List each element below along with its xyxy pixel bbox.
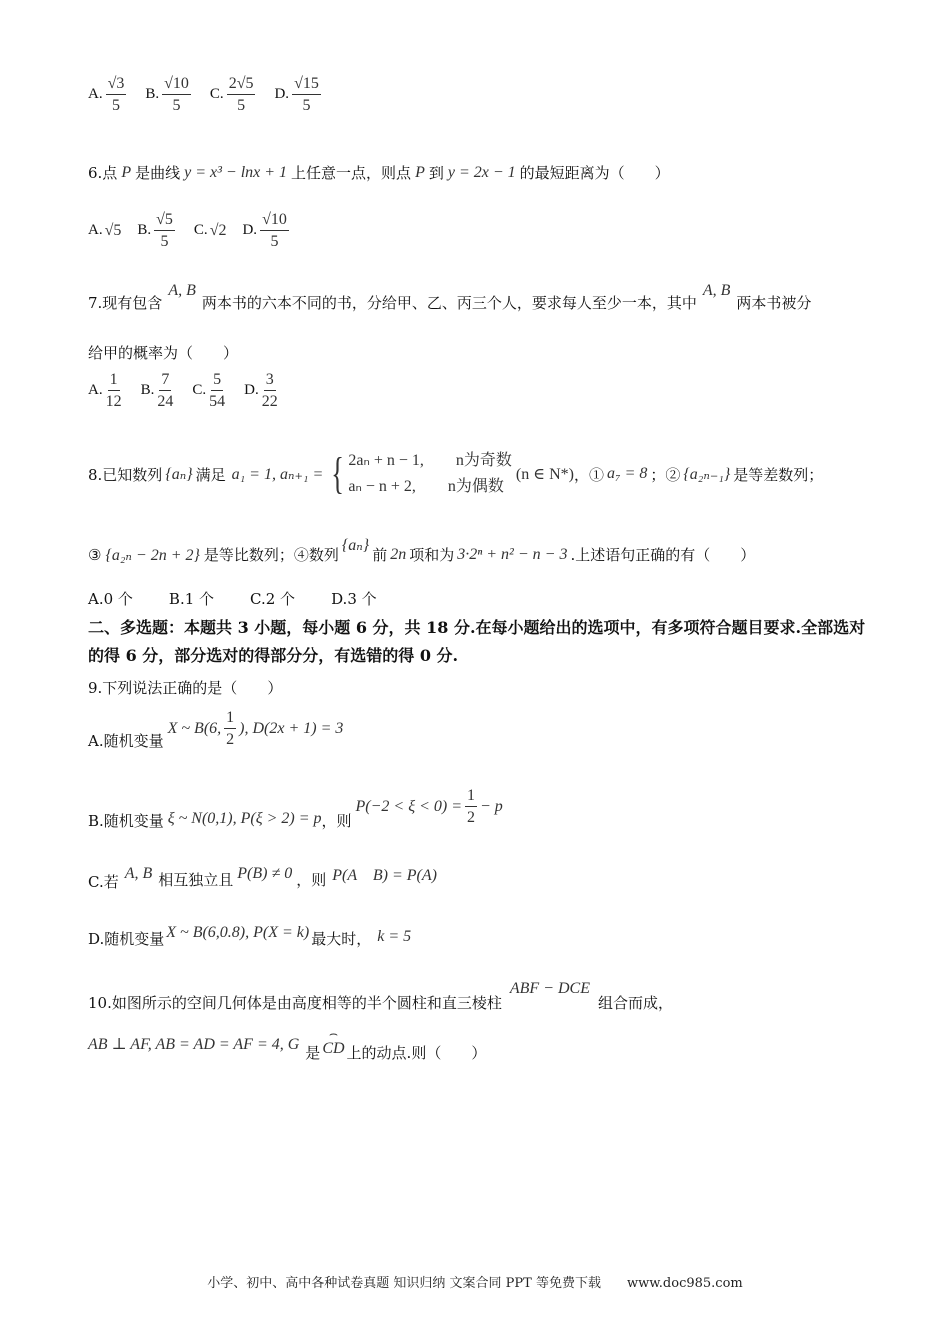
q8-option-a: A.0 个 — [88, 590, 133, 608]
q8-option-c: C.2 个 — [250, 590, 296, 608]
denominator: 5 — [111, 97, 120, 114]
q8-stem — [88, 448, 823, 500]
option-label: D.随机变量 — [88, 930, 165, 948]
fraction — [106, 370, 122, 411]
s4-n-expr: 2n — [390, 545, 407, 563]
option-label: A. — [88, 86, 103, 102]
q8-text: ；② — [650, 465, 681, 484]
denominator: 5 — [172, 97, 181, 114]
arc-expr: CD — [322, 1040, 345, 1057]
fraction — [154, 210, 175, 251]
denominator: 5 — [302, 97, 311, 114]
option-label: A.随机变量 — [88, 732, 164, 750]
q7-options — [88, 370, 297, 411]
arc-cd — [322, 1027, 345, 1058]
option-label: C.若 — [88, 873, 119, 891]
denominator: 5 — [160, 233, 169, 250]
q7-text: 两本书被分 — [736, 294, 812, 312]
brace-icon: { — [331, 449, 345, 498]
q7-option-d — [244, 370, 281, 411]
denominator: 54 — [209, 393, 226, 410]
denominator: 22 — [261, 393, 278, 410]
piecewise — [327, 448, 512, 500]
c-expr: P(A B) = P(A) — [332, 867, 437, 884]
curve-expr: y = x³ − lnx + 1 — [184, 163, 288, 181]
q6-option-a — [88, 222, 121, 240]
numerator: 1 — [224, 708, 236, 729]
option-label: B. — [137, 222, 152, 238]
page-footer: 小学、初中、高中各种试卷真题 知识归纳 文案合同 PPT 等免费下载 www.doc985.com — [207, 1276, 743, 1291]
numerator: √15 — [292, 74, 321, 95]
fraction — [157, 370, 173, 411]
q5-options — [88, 74, 340, 115]
numerator: 2√5 — [227, 74, 256, 95]
q8-options — [88, 588, 377, 609]
q8-option-d: D.3 个 — [331, 590, 377, 608]
q8-option-b: B.1 个 — [168, 590, 215, 608]
numerator: 1 — [108, 370, 120, 391]
s4-seq-expr: {aₙ} — [341, 536, 370, 554]
piecewise-rows — [348, 448, 512, 500]
b-expr: ξ ~ N(0,1), P(ξ > 2) = p — [167, 809, 322, 827]
denominator: 2 — [467, 809, 475, 826]
q7-prefix: 7.现有包含 — [88, 294, 163, 312]
cond-expr: a₁ = 1, aₙ₊₁ = — [231, 466, 324, 483]
q8-text: 是等差数列； — [733, 465, 824, 484]
q6-text: 到 — [428, 164, 444, 182]
q5-option-c — [210, 74, 259, 115]
q6-text: 上任意一点，则点 — [291, 164, 412, 182]
c-expr: P(B) ≠ 0 — [237, 864, 293, 882]
q7-stem — [88, 281, 812, 313]
denominator: 24 — [157, 393, 174, 410]
q10-text: 组合而成， — [597, 994, 673, 1012]
q9-option-c — [88, 862, 437, 891]
q5-option-d — [274, 74, 323, 115]
numerator: 3 — [264, 370, 276, 391]
q5-option-a — [88, 74, 129, 115]
q9-text: 最大时， — [311, 930, 372, 948]
numerator: √10 — [162, 74, 191, 95]
a-expr: ), D(2x + 1) = 3 — [239, 719, 344, 737]
q6-text: 的最短距离为（ ） — [519, 164, 670, 182]
q6-stem — [88, 162, 670, 183]
c-expr: A, B — [124, 864, 153, 882]
s4-sum-expr: 3·2ⁿ + n² − n − 3 — [457, 545, 568, 563]
cond-expr: AB ⊥ AF, AB = AD = AF = 4, G — [88, 1036, 300, 1053]
q10-text: 10.如图所示的空间几何体是由高度相等的半个圆柱和直三棱柱 — [88, 994, 502, 1012]
q8-text: ，① — [573, 465, 604, 484]
option-label: B.随机变量 — [88, 812, 164, 830]
q8-text: ③ — [88, 545, 102, 564]
case-even: aₙ − n + 2, n为偶数 — [348, 478, 504, 495]
q6-prefix: 6.点 — [88, 164, 118, 182]
option-label: C. — [192, 382, 207, 398]
var-p: P — [121, 163, 132, 181]
q7-text: 给甲的概率为（ ） — [88, 344, 239, 362]
d-expr: k = 5 — [377, 927, 412, 945]
numerator: √10 — [260, 210, 289, 231]
fraction — [292, 74, 321, 115]
q8-prefix: 8.已知数列 — [88, 465, 163, 484]
option-label: B. — [145, 86, 160, 102]
option-label: D. — [274, 86, 290, 102]
option-value: √2 — [209, 221, 227, 239]
fraction — [209, 370, 225, 411]
numerator: 5 — [211, 370, 223, 391]
option-label: C. — [209, 86, 224, 102]
q9-text: 相互独立且 — [158, 871, 234, 889]
denominator: 5 — [237, 97, 246, 114]
option-label: D. — [242, 222, 258, 238]
fraction — [227, 74, 256, 115]
a-expr: X ~ B(6, — [167, 719, 222, 737]
q6-option-d — [242, 210, 291, 251]
b-expr: − p — [480, 797, 503, 815]
q8-text: 满足 — [195, 465, 226, 484]
domain-expr: (n ∈ N*) — [515, 466, 574, 483]
ab-expr: A, B — [168, 281, 196, 299]
numerator: 7 — [159, 370, 171, 391]
q10-line2 — [88, 1027, 487, 1062]
numerator: √3 — [106, 74, 127, 95]
section-heading: 二、多选题：本题共 3 小题，每小题 6 分，共 18 分.在每小题给出的选项中，有多项符合题目要求.全部选对的得 6 分，部分选对的得部分分，有选错的得 0 分. — [88, 618, 866, 665]
q8-text: 项和为 — [409, 546, 455, 564]
q9-text: ，则 — [321, 812, 352, 830]
q6-option-c — [194, 222, 227, 240]
q9-text: ，则 — [296, 871, 327, 889]
fraction — [106, 74, 127, 115]
q8-text: 前 — [372, 546, 388, 564]
q9-stem — [88, 677, 282, 698]
option-label: B. — [140, 382, 155, 398]
q5-option-b — [145, 74, 194, 115]
option-value: √5 — [104, 221, 122, 239]
d-expr: X ~ B(6,0.8), P(X = k) — [166, 923, 310, 941]
q7-option-a — [88, 370, 125, 411]
seq-expr: {aₙ} — [165, 466, 193, 483]
arc-mark: ⌢ — [328, 1027, 339, 1042]
line-expr: y = 2x − 1 — [447, 163, 516, 181]
q8-text: .上述语句正确的有（ ） — [570, 546, 756, 564]
q10-text: 上的动点.则（ ） — [346, 1043, 487, 1062]
q7-text: 两本书的六本不同的书，分给甲、乙、丙三个人，要求每人至少一本，其中 — [201, 294, 697, 312]
option-label: D. — [244, 382, 259, 398]
option-label: C. — [193, 222, 208, 238]
fraction — [262, 370, 278, 411]
denominator: 12 — [105, 393, 122, 410]
fraction — [260, 210, 289, 251]
q9-text: 9.下列说法正确的是（ ） — [88, 679, 283, 697]
q9-option-a — [88, 708, 343, 749]
ab-expr: A, B — [702, 281, 731, 299]
fraction — [465, 786, 477, 827]
q9-option-b — [88, 786, 503, 830]
s2-expr: {a₂ₙ₋₁} — [683, 466, 731, 483]
numerator: 1 — [465, 786, 477, 807]
q8-text: 是等比数列；④数列 — [203, 546, 339, 564]
numerator: √5 — [154, 210, 175, 231]
case-odd: 2aₙ + n − 1, n为奇数 — [348, 452, 512, 469]
denominator: 5 — [270, 233, 279, 250]
q6-options — [88, 210, 308, 251]
fraction — [224, 708, 236, 749]
q6-text: 是曲线 — [135, 164, 181, 182]
prism-expr: ABF − DCE — [509, 979, 590, 997]
var-p: P — [415, 163, 425, 181]
b-expr: P(−2 < ξ < 0) = — [355, 797, 462, 815]
q7-option-c — [192, 370, 228, 411]
s3-expr: {a₂ₙ − 2n + 2} — [105, 546, 200, 564]
q8-line2 — [88, 536, 756, 565]
q10-stem — [88, 978, 673, 1012]
option-label: A. — [88, 382, 103, 398]
q7-option-b — [141, 370, 177, 411]
q7-line2 — [88, 342, 238, 363]
fraction — [162, 74, 191, 115]
q10-text: 是 — [305, 1043, 321, 1062]
option-label: A. — [88, 222, 103, 238]
q9-option-d — [88, 922, 412, 948]
denominator: 2 — [226, 731, 235, 748]
s1-expr: a₇ = 8 — [607, 465, 648, 482]
q6-option-b — [137, 210, 178, 251]
